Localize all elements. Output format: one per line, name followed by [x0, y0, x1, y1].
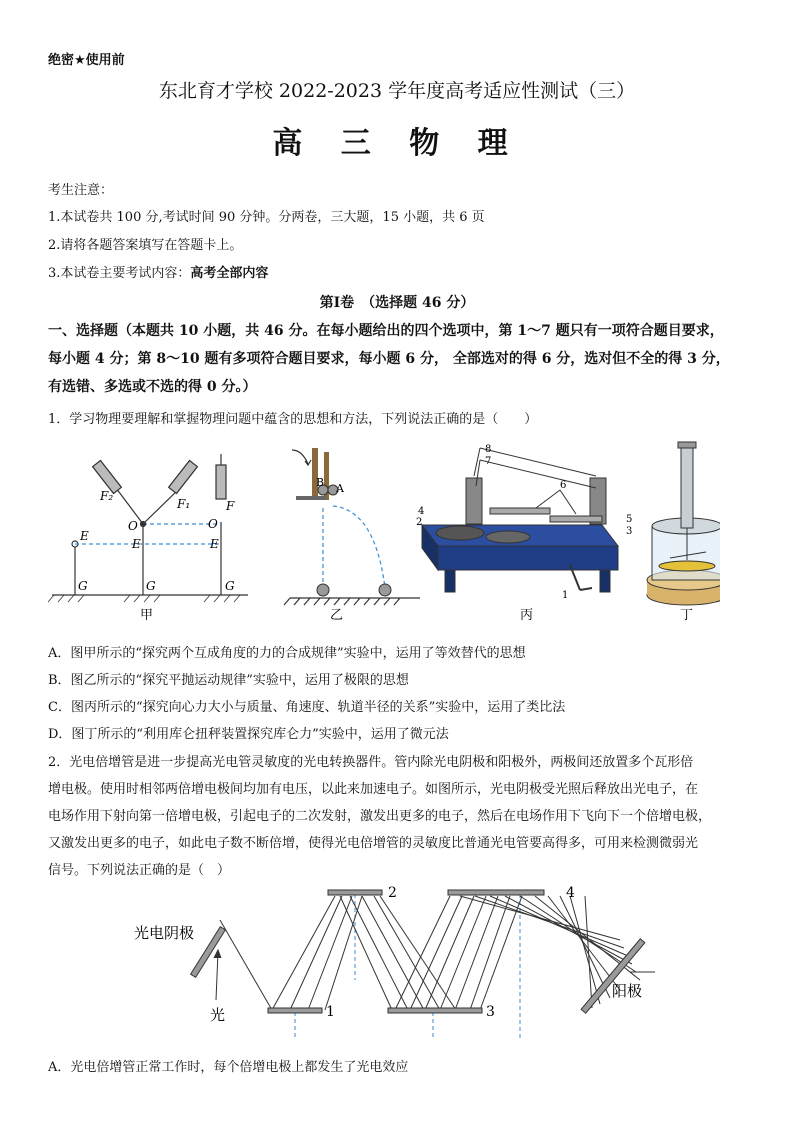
label-dynode-4: 4: [566, 885, 575, 901]
label-E-1: E: [80, 529, 89, 543]
dynode-3: [388, 1008, 482, 1013]
fig-ding: [647, 442, 720, 605]
caption-jia: 甲: [140, 608, 154, 623]
label-n7: 7: [485, 456, 492, 467]
q1-option-C: C．图丙所示的“探究向心力大小与质量、角速度、轨道半径的关系”实验中，运用了类比法: [48, 700, 566, 715]
q2-line-4: 又激发出更多的电子，如此电子数不断倍增，使得光电倍增管的灵敏度比普通光电管要高得多，可用来检测微弱光: [48, 836, 699, 851]
q2-option-A: A．光电倍增管正常工作时，每个倍增电极上都发生了光电效应: [48, 1060, 409, 1075]
label-O-1: O: [128, 519, 138, 533]
label-A: A: [336, 482, 344, 495]
label-n6: 6: [560, 480, 567, 491]
q2-figure: [130, 880, 670, 1045]
secret-mark: 绝密★使用前: [48, 53, 125, 68]
q2-line-1: 2．光电倍增管是进一步提高光电管灵敏度的光电转换器件。管内除光电阴极和阳极外，两极间还放置多个瓦形倍: [48, 755, 694, 770]
notice-line-3-bold: 高考全部内容: [190, 266, 269, 281]
subject-title: 高 三 物 理: [272, 126, 522, 161]
q2-line-5: 信号。下列说法正确的是（ ）: [48, 863, 231, 878]
label-dynode-2: 2: [388, 885, 397, 901]
label-F2: F₂: [100, 489, 114, 503]
q1-stem: 1．学习物理要理解和掌握物理问题中蕴含的思想和方法，下列说法正确的是（ ）: [48, 412, 538, 427]
dynode-4: [448, 890, 544, 895]
label-E-2: E: [132, 537, 141, 551]
notice-line-1: 1.本试卷共 100 分,考试时间 90 分钟。分两卷，三大题，15 小题，共 6 页: [48, 210, 485, 225]
fig-yi: [284, 448, 423, 605]
label-anode: 阳极: [612, 982, 643, 1000]
label-n1: 1: [562, 590, 569, 601]
label-cathode: 光电阴极: [134, 924, 195, 942]
label-n5: 5: [626, 514, 633, 525]
q1-option-A: A．图甲所示的“探究两个互成角度的力的合成规律”实验中，运用了等效替代的思想: [48, 646, 526, 661]
exam-title: 东北育才学校 2022-2023 学年度高考适应性测试（三）: [158, 80, 636, 102]
label-dynode-3: 3: [486, 1004, 495, 1020]
q1-figure: [40, 430, 720, 630]
notice-line-2: 2.请将各题答案填写在答题卡上。: [48, 238, 243, 253]
label-G-2: G: [146, 579, 156, 593]
label-n4: 4: [418, 506, 425, 517]
dynode-1: [268, 1008, 322, 1013]
section1-line-2: 每小题 4 分；第 8～10 题有多项符合题目要求，每小题 6 分， 全部选对的得 6 分，选对但不全的得 3 分，: [48, 351, 730, 367]
cathode-plate: [191, 927, 226, 978]
label-O-2: O: [208, 517, 218, 531]
q1-option-B: B．图乙所示的“探究平抛运动规律”实验中，运用了极限的思想: [48, 673, 409, 688]
label-n3: 3: [626, 526, 633, 537]
q2-line-3: 电场作用下射向第一倍增电极，引起电子的二次发射，激发出更多的电子，然后在电场作用下飞向下一个倍增电极，: [48, 809, 712, 824]
notice-line-3-prefix: 3.本试卷主要考试内容：: [48, 266, 191, 281]
q2-line-2: 增电极。使用时相邻两倍增电极间均加有电压，以此来加速电子。如图所示，光电阴极受光照后释放出光电子，在: [48, 782, 699, 797]
caption-bing: 丙: [520, 608, 534, 623]
label-E-3: E: [210, 537, 219, 551]
dynode-2: [328, 890, 382, 895]
label-B: B: [316, 476, 325, 489]
label-n8: 8: [485, 444, 492, 455]
caption-ding: 丁: [680, 608, 694, 623]
section1-line-1: 一、选择题（本题共 10 小题，共 46 分。在每小题给出的四个选项中，第 1～7 题只有一项符合题目要求，: [48, 323, 724, 339]
label-n2: 2: [416, 517, 423, 528]
label-F: F: [226, 499, 235, 513]
notice-heading: 考生注意：: [48, 183, 114, 198]
notice-line-3: [48, 262, 268, 281]
label-G-3: G: [225, 579, 235, 593]
part1-heading: 第Ⅰ卷 （选择题 46 分）: [319, 295, 475, 311]
label-F1: F₁: [177, 497, 191, 511]
caption-yi: 乙: [330, 608, 344, 623]
label-light: 光: [210, 1006, 226, 1024]
label-G-1: G: [78, 579, 88, 593]
label-dynode-1: 1: [326, 1004, 335, 1020]
q1-option-D: D．图丁所示的“利用库仑扭秤装置探究库仑力”实验中，运用了微元法: [48, 727, 449, 742]
section1-line-3: 有选错、多选或不选的得 0 分。）: [48, 379, 257, 395]
fig-bing: [422, 448, 618, 592]
